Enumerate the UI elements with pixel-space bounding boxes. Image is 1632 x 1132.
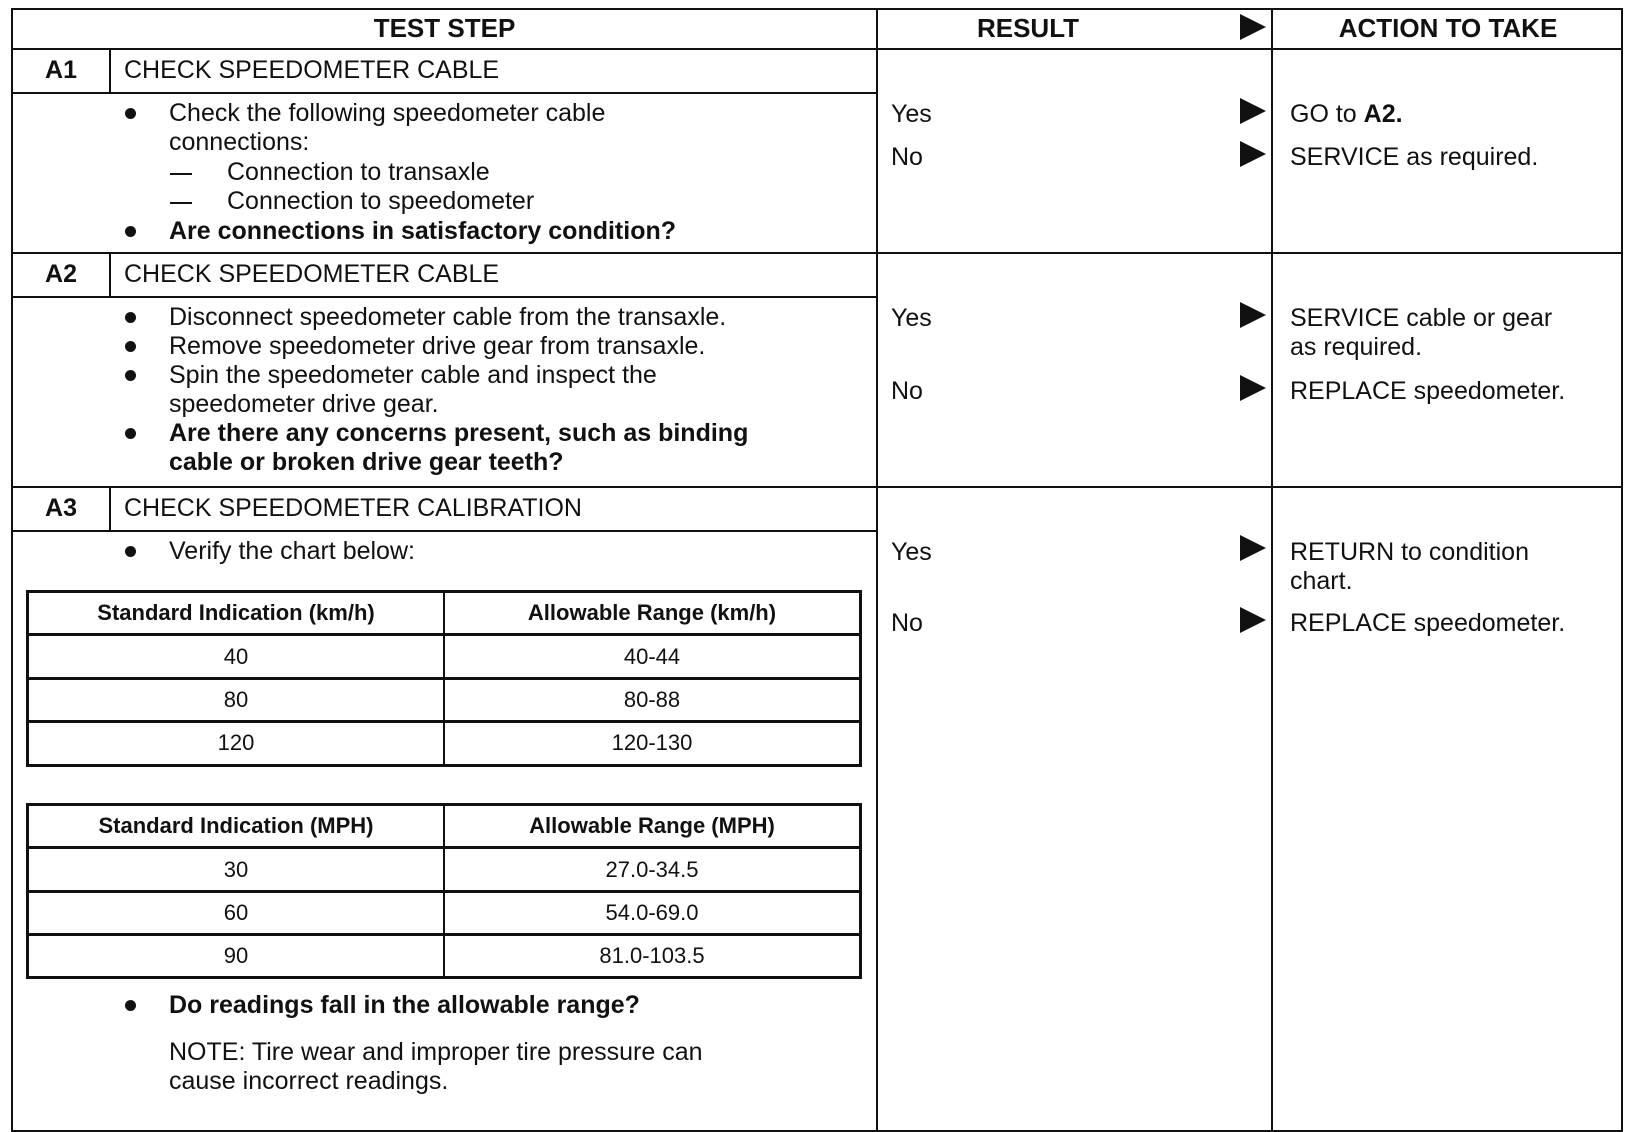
spec-header-allowable: Allowable Range (km/h)	[527, 600, 777, 625]
step-a1-id-divider	[109, 48, 111, 92]
step-a3-line: Verify the chart below:	[169, 537, 415, 565]
spec-cell: 40	[223, 644, 249, 669]
spec-cell: 90	[223, 943, 249, 968]
spec-header-standard: Standard Indication (km/h)	[97, 600, 375, 625]
step-a1-id: A1	[45, 56, 77, 84]
spec-cell: 120	[217, 730, 255, 755]
bullet-icon	[125, 341, 136, 352]
action-ref: A2.	[1363, 100, 1403, 128]
bullet-icon	[125, 226, 136, 237]
step-a1-result-yes: Yes	[891, 100, 932, 128]
step-a2-result-no: No	[891, 377, 923, 405]
step-a1-line: Check the following speedometer cable	[169, 99, 606, 127]
spec-header-standard: Standard Indication (MPH)	[98, 813, 374, 838]
spec-cell: 30	[223, 857, 249, 882]
divider-result-column	[876, 8, 878, 1132]
step-a2-id: A2	[45, 260, 77, 288]
bullet-icon	[125, 428, 136, 439]
header-test-step: TEST STEP	[373, 13, 516, 43]
step-a1-question: Are connections in satisfactory condition?	[169, 217, 677, 245]
step-a1-action-no: SERVICE as required.	[1290, 143, 1539, 171]
dash-icon	[170, 202, 192, 204]
result-arrow-icon	[1240, 302, 1266, 328]
bullet-icon	[125, 370, 136, 381]
step-a3-id-divider	[109, 486, 111, 530]
step-a2-line: Spin the speedometer cable and inspect the	[169, 361, 657, 389]
bullet-icon	[125, 1000, 136, 1011]
spec-cell: 60	[223, 900, 249, 925]
step-a3-title: CHECK SPEEDOMETER CALIBRATION	[124, 494, 582, 522]
step-a1-title-rule	[11, 92, 877, 94]
step-a3-title-rule	[11, 530, 877, 532]
step-a1-subline: Connection to transaxle	[227, 158, 490, 186]
step-a3-id: A3	[45, 494, 77, 522]
step-a3-result-no: No	[891, 609, 923, 637]
step-a1-action-yes	[1290, 100, 1403, 129]
spec-table-mph	[26, 803, 862, 979]
step-a3-note: NOTE: Tire wear and improper tire pressure can	[169, 1038, 703, 1066]
header-action: ACTION TO TAKE	[1338, 13, 1558, 43]
step-a1-line: connections:	[169, 128, 310, 156]
result-arrow-icon	[1240, 375, 1266, 401]
bullet-icon	[125, 108, 136, 119]
header-result: RESULT	[976, 13, 1080, 43]
result-arrow-icon	[1240, 98, 1266, 124]
step-a2-action-yes: SERVICE cable or gear	[1290, 304, 1553, 332]
spec-cell: 27.0-34.5	[605, 857, 699, 882]
step-a1-result-no: No	[891, 143, 923, 171]
action-verb: GO to	[1290, 100, 1364, 128]
step-a3-action-yes: RETURN to condition	[1290, 538, 1529, 566]
bullet-icon	[125, 312, 136, 323]
bullet-icon	[125, 546, 136, 557]
spec-cell: 120-130	[611, 730, 693, 755]
spec-cell: 54.0-69.0	[605, 900, 699, 925]
spec-cell: 80	[223, 687, 249, 712]
header-arrow-icon	[1240, 14, 1266, 40]
step-a3-result-yes: Yes	[891, 538, 932, 566]
dash-icon	[170, 173, 192, 175]
step-a1-title: CHECK SPEEDOMETER CABLE	[124, 56, 500, 84]
step-a2-line: Disconnect speedometer cable from the transaxle.	[169, 303, 727, 331]
step-a2-title: CHECK SPEEDOMETER CABLE	[124, 260, 500, 288]
step-a2-id-divider	[109, 252, 111, 296]
step-a2-action-yes: as required.	[1290, 333, 1423, 361]
step-a3-action-no: REPLACE speedometer.	[1290, 609, 1566, 637]
step-a2-question: Are there any concerns present, such as binding	[169, 419, 749, 447]
result-arrow-icon	[1240, 607, 1266, 633]
step-a2-line: Remove speedometer drive gear from transaxle.	[169, 332, 706, 360]
spec-row-rule	[29, 633, 859, 636]
step-a2-action-no: REPLACE speedometer.	[1290, 377, 1566, 405]
spec-cell: 81.0-103.5	[599, 943, 705, 968]
step-a3-question: Do readings fall in the allowable range?	[169, 991, 640, 1019]
step-a2-result-yes: Yes	[891, 304, 932, 332]
result-arrow-icon	[1240, 535, 1266, 561]
step-a2-question: cable or broken drive gear teeth?	[169, 448, 564, 476]
step-a2-title-rule	[11, 296, 877, 298]
spec-cell: 40-44	[623, 644, 681, 669]
result-arrow-icon	[1240, 141, 1266, 167]
divider-action-column	[1271, 8, 1273, 1132]
spec-table-kmh	[26, 590, 862, 767]
spec-row-rule	[29, 846, 859, 849]
step-a3-note: cause incorrect readings.	[169, 1067, 449, 1095]
step-a3-action-yes: chart.	[1290, 567, 1353, 595]
step-a2-line: speedometer drive gear.	[169, 390, 439, 418]
spec-cell: 80-88	[623, 687, 681, 712]
spec-header-allowable: Allowable Range (MPH)	[529, 813, 775, 838]
step-a1-subline: Connection to speedometer	[227, 187, 535, 215]
